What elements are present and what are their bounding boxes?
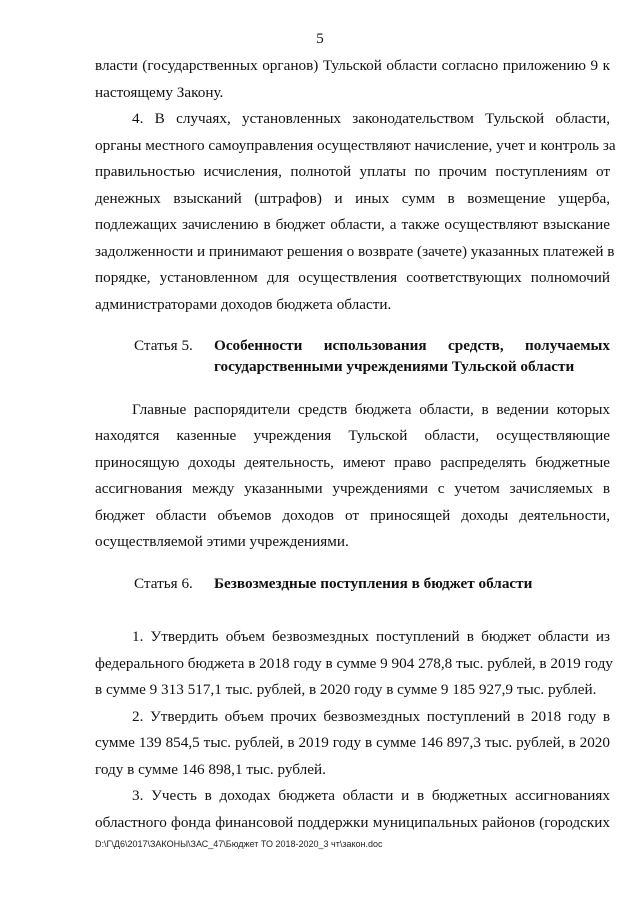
text-line: настоящему Закону. xyxy=(95,84,224,101)
article-6-title: Безвозмездные поступления в бюджет области xyxy=(214,575,533,592)
text-line: областного фонда финансовой поддержки муниципальных районов (городских xyxy=(95,814,610,831)
text-line: органы местного самоуправления осуществляют начисление, учет и контроль за xyxy=(95,137,616,154)
page-number: 5 xyxy=(316,31,324,47)
text-line: задолженности и принимают решения о возврате (зачете) указанных платежей в xyxy=(95,243,615,260)
article-5-title-line: государственными учреждениями Тульской области xyxy=(214,358,575,375)
text-line: администраторами доходов бюджета области. xyxy=(95,296,392,313)
text-line: подлежащих зачислению в бюджет области, а также осуществляют взыскание xyxy=(95,216,610,233)
text-line: осуществляемой этими учреждениями. xyxy=(95,533,349,550)
article-6-item-2-first-line: 2. Утвердить объем прочих безвозмездных поступлений в 2018 году в xyxy=(132,708,610,725)
text-line: сумме 139 854,5 тыс. рублей, в 2019 году в сумме 146 897,3 тыс. рублей, в 2020 xyxy=(95,734,610,751)
text-line: бюджет области объемов доходов от приносящей доходы деятельности, xyxy=(95,507,610,524)
article-6-label: Статья 6. xyxy=(134,575,193,592)
text-line: порядке, установленном для осуществления соответствующих полномочий xyxy=(95,269,610,286)
article-5-label: Статья 5. xyxy=(134,337,193,354)
text-line: ассигнования между указанными учреждениями с учетом зачисляемых в xyxy=(95,480,610,497)
text-line: правильностью исчисления, полнотой уплаты по прочим поступлениям от xyxy=(95,163,610,180)
text-line: приносящую доходы деятельность, имеют право распределять бюджетные xyxy=(95,454,610,471)
article-5-body-first-line: Главные распорядители средств бюджета области, в ведении которых xyxy=(132,401,610,418)
article-6-item-1-first-line: 1. Утвердить объем безвозмездных поступлений в бюджет области из xyxy=(132,628,610,645)
text-line: федерального бюджета в 2018 году в сумме 9 904 278,8 тыс. рублей, в 2019 году xyxy=(95,655,613,672)
text-line: денежных взысканий (штрафов) и иных сумм в возмещение ущерба, xyxy=(95,190,610,207)
text-line: находятся казенные учреждения Тульской области, осуществляющие xyxy=(95,427,610,444)
text-line: году в сумме 146 898,1 тыс. рублей. xyxy=(95,761,326,778)
article-6-item-3-first-line: 3. Учесть в доходах бюджета области и в бюджетных ассигнованиях xyxy=(132,787,610,804)
text-line: в сумме 9 313 517,1 тыс. рублей, в 2020 году в сумме 9 185 927,9 тыс. рублей. xyxy=(95,681,597,698)
article-5-title-line: Особенности использования средств, получаемых xyxy=(214,337,610,354)
document-file-path-footer: D:\Г\Д6\2017\ЗАКОНЫ\ЗАС_47\Бюджет ТО 2018-2020_3 чт\закон.doc xyxy=(95,839,383,849)
text-line: власти (государственных органов) Тульской области согласно приложению 9 к xyxy=(95,57,610,74)
paragraph-4-first-line: 4. В случаях, установленных законодательством Тульской области, xyxy=(132,110,610,127)
